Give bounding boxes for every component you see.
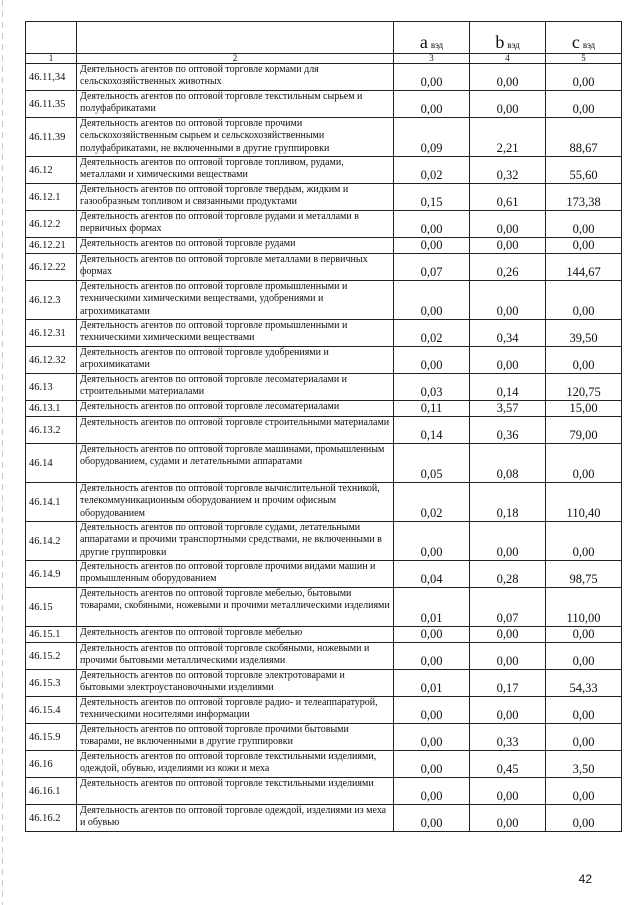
activity-description: Деятельность агентов по оптовой торговле прочими видами машин и промышленным оборудованием [77, 561, 394, 588]
table-row [26, 184, 622, 211]
table-row [26, 561, 622, 588]
table-row [26, 522, 622, 561]
column-number: 1 [26, 54, 77, 64]
activity-code: 46.12.22 [26, 254, 77, 281]
value-b: 0,00 [470, 522, 546, 561]
table-row [26, 254, 622, 281]
activity-code: 46.13.1 [26, 401, 77, 417]
activity-code: 46.15.2 [26, 643, 77, 670]
value-b: 0,17 [470, 670, 546, 697]
value-a: 0,00 [394, 64, 470, 91]
value-c: 0,00 [546, 778, 622, 805]
activity-description: Деятельность агентов по оптовой торговле лесоматериалами [77, 401, 394, 417]
value-c: 0,00 [546, 643, 622, 670]
value-c: 0,00 [546, 805, 622, 832]
value-b: 0,00 [470, 643, 546, 670]
column-number: 5 [546, 54, 622, 64]
table-row [26, 444, 622, 483]
table-row [26, 64, 622, 91]
header-a: a вэд [394, 22, 470, 54]
value-c: 110,40 [546, 483, 622, 522]
value-b: 0,34 [470, 320, 546, 347]
activity-description: Деятельность агентов по оптовой торговле топливом, рудами, металлами и химическими веществами [77, 157, 394, 184]
activity-description: Деятельность агентов по оптовой торговле машинами, промышленным оборудованием, судами и летательными аппаратами [77, 444, 394, 483]
activity-code: 46.16.1 [26, 778, 77, 805]
activity-code: 46.13.2 [26, 417, 77, 444]
value-c: 98,75 [546, 561, 622, 588]
value-b: 0,28 [470, 561, 546, 588]
value-b: 0,32 [470, 157, 546, 184]
value-a: 0,00 [394, 281, 470, 320]
activity-description: Деятельность агентов по оптовой торговле рудами и металлами в первичных формах [77, 211, 394, 238]
table-row [26, 627, 622, 643]
activity-code: 46.11.35 [26, 91, 77, 118]
value-b: 0,45 [470, 751, 546, 778]
activity-code: 46.14 [26, 444, 77, 483]
value-c: 3,50 [546, 751, 622, 778]
activity-code: 46.14.2 [26, 522, 77, 561]
activity-description: Деятельность агентов по оптовой торговле лесоматериалами и строительными материалами [77, 374, 394, 401]
table-row [26, 118, 622, 157]
activity-description: Деятельность агентов по оптовой торговле судами, летательными аппаратами и прочими транспортными средствами, не включенными в другие группировки [77, 522, 394, 561]
activity-description: Деятельность агентов по оптовой торговле рудами [77, 238, 394, 254]
activity-description: Деятельность агентов по оптовой торговле строительными материалами [77, 417, 394, 444]
header-row [26, 22, 622, 54]
value-a: 0,00 [394, 91, 470, 118]
table-row [26, 670, 622, 697]
table-row [26, 751, 622, 778]
value-c: 0,00 [546, 697, 622, 724]
activity-description: Деятельность агентов по оптовой торговле твердым, жидким и газообразным топливом и связанными продуктами [77, 184, 394, 211]
value-a: 0,00 [394, 627, 470, 643]
value-a: 0,00 [394, 778, 470, 805]
activity-description: Деятельность агентов по оптовой торговле скобяными, ножевыми и прочими бытовыми металлическими изделиями [77, 643, 394, 670]
table-row [26, 320, 622, 347]
table-row [26, 281, 622, 320]
column-number: 2 [77, 54, 394, 64]
activity-code: 46.15.4 [26, 697, 77, 724]
value-a: 0,05 [394, 444, 470, 483]
value-c: 110,00 [546, 588, 622, 627]
value-b: 0,00 [470, 238, 546, 254]
value-c: 0,00 [546, 211, 622, 238]
table-row [26, 211, 622, 238]
activity-description: Деятельность агентов по оптовой торговле текстильным сырьем и полуфабрикатами [77, 91, 394, 118]
activity-description: Деятельность агентов по оптовой торговле вычислительной техникой, телекоммуникационным оборудованием и прочим офисным оборудованием [77, 483, 394, 522]
value-b: 0,18 [470, 483, 546, 522]
table-row [26, 347, 622, 374]
activity-code: 46.11,34 [26, 64, 77, 91]
value-c: 0,00 [546, 64, 622, 91]
activity-code: 46.12.32 [26, 347, 77, 374]
table-row [26, 417, 622, 444]
value-b: 0,00 [470, 697, 546, 724]
value-b: 0,33 [470, 724, 546, 751]
activity-code: 46.12.31 [26, 320, 77, 347]
value-c: 0,00 [546, 522, 622, 561]
value-b: 0,00 [470, 281, 546, 320]
table-row [26, 805, 622, 832]
activity-description: Деятельность агентов по оптовой торговле электротоварами и бытовыми электроустановочными изделиями [77, 670, 394, 697]
value-a: 0,00 [394, 522, 470, 561]
value-c: 0,00 [546, 724, 622, 751]
activity-code: 46.13 [26, 374, 77, 401]
activity-code: 46.15.1 [26, 627, 77, 643]
value-c: 173,38 [546, 184, 622, 211]
activity-description: Деятельность агентов по оптовой торговле кормами для сельскохозяйственных животных [77, 64, 394, 91]
page-edge-dashes [2, 0, 3, 905]
value-a: 0,01 [394, 588, 470, 627]
value-a: 0,00 [394, 697, 470, 724]
value-a: 0,02 [394, 157, 470, 184]
value-a: 0,00 [394, 643, 470, 670]
header-b: b вэд [470, 22, 546, 54]
activity-description: Деятельность агентов по оптовой торговле радио- и телеаппаратурой, техническими носителями информации [77, 697, 394, 724]
value-a: 0,14 [394, 417, 470, 444]
value-b: 0,07 [470, 588, 546, 627]
value-b: 0,00 [470, 778, 546, 805]
value-b: 3,57 [470, 401, 546, 417]
value-c: 0,00 [546, 238, 622, 254]
activity-code: 46.14.1 [26, 483, 77, 522]
activity-code: 46.15.9 [26, 724, 77, 751]
table-row [26, 643, 622, 670]
activity-description: Деятельность агентов по оптовой торговле промышленными и техническими химическими веществами [77, 320, 394, 347]
value-b: 0,36 [470, 417, 546, 444]
value-b: 0,61 [470, 184, 546, 211]
activity-code: 46.12.3 [26, 281, 77, 320]
activity-code: 46.12 [26, 157, 77, 184]
value-b: 0,14 [470, 374, 546, 401]
value-b: 0,00 [470, 91, 546, 118]
activity-description: Деятельность агентов по оптовой торговле металлами в первичных формах [77, 254, 394, 281]
value-c: 0,00 [546, 91, 622, 118]
value-a: 0,00 [394, 805, 470, 832]
activity-description: Деятельность агентов по оптовой торговле текстильными изделиями [77, 778, 394, 805]
value-c: 0,00 [546, 627, 622, 643]
value-c: 120,75 [546, 374, 622, 401]
activity-description: Деятельность агентов по оптовой торговле промышленными и техническими химическими веществами, удобрениями и агрохимикатами [77, 281, 394, 320]
table-row [26, 588, 622, 627]
value-c: 88,67 [546, 118, 622, 157]
activity-description: Деятельность агентов по оптовой торговле текстильными изделиями, одеждой, обувью, изделиями из кожи и меха [77, 751, 394, 778]
activity-code: 46.12.2 [26, 211, 77, 238]
value-a: 0,00 [394, 724, 470, 751]
activity-description: Деятельность агентов по оптовой торговле прочими бытовыми товарами, не включенными в другие группировки [77, 724, 394, 751]
value-a: 0,09 [394, 118, 470, 157]
value-a: 0,00 [394, 211, 470, 238]
value-a: 0,07 [394, 254, 470, 281]
page-number: 42 [578, 872, 592, 886]
value-a: 0,00 [394, 347, 470, 374]
value-a: 0,02 [394, 483, 470, 522]
value-b: 0,00 [470, 347, 546, 374]
table-row [26, 238, 622, 254]
value-b: 0,00 [470, 64, 546, 91]
value-c: 15,00 [546, 401, 622, 417]
value-a: 0,11 [394, 401, 470, 417]
activity-code: 46.16 [26, 751, 77, 778]
activity-code: 46.11.39 [26, 118, 77, 157]
table-row [26, 697, 622, 724]
value-b: 0,08 [470, 444, 546, 483]
value-a: 0,03 [394, 374, 470, 401]
value-b: 0,00 [470, 805, 546, 832]
value-c: 79,00 [546, 417, 622, 444]
header-code [26, 22, 77, 54]
value-a: 0,00 [394, 751, 470, 778]
value-a: 0,00 [394, 238, 470, 254]
activity-description: Деятельность агентов по оптовой торговле одеждой, изделиями из меха и обувью [77, 805, 394, 832]
table-row [26, 91, 622, 118]
table-row [26, 374, 622, 401]
activity-code: 46.16.2 [26, 805, 77, 832]
value-a: 0,02 [394, 320, 470, 347]
table-row [26, 157, 622, 184]
value-b: 0,00 [470, 211, 546, 238]
activity-description: Деятельность агентов по оптовой торговле удобрениями и агрохимикатами [77, 347, 394, 374]
activity-description: Деятельность агентов по оптовой торговле мебелью [77, 627, 394, 643]
column-number-row [26, 54, 622, 64]
activity-table [25, 21, 622, 832]
value-a: 0,04 [394, 561, 470, 588]
table-row [26, 483, 622, 522]
value-c: 55,60 [546, 157, 622, 184]
activity-description: Деятельность агентов по оптовой торговле мебелью, бытовыми товарами, скобяными, ножевыми и прочими металлическими изделиями [77, 588, 394, 627]
value-b: 0,00 [470, 627, 546, 643]
activity-code: 46.15 [26, 588, 77, 627]
value-b: 2,21 [470, 118, 546, 157]
header-c: c вэд [546, 22, 622, 54]
activity-description: Деятельность агентов по оптовой торговле прочими сельскохозяйственным сырьем и сельскохозяйственными полуфабрикатами, не включенными в другие группировки [77, 118, 394, 157]
table-row [26, 724, 622, 751]
column-number: 3 [394, 54, 470, 64]
activity-code: 46.12.1 [26, 184, 77, 211]
value-a: 0,15 [394, 184, 470, 211]
value-c: 0,00 [546, 281, 622, 320]
value-c: 39,50 [546, 320, 622, 347]
table-row [26, 401, 622, 417]
value-c: 0,00 [546, 347, 622, 374]
value-c: 0,00 [546, 444, 622, 483]
column-number: 4 [470, 54, 546, 64]
activity-code: 46.12.21 [26, 238, 77, 254]
activity-code: 46.14.9 [26, 561, 77, 588]
header-desc [77, 22, 394, 54]
value-b: 0,26 [470, 254, 546, 281]
value-a: 0,01 [394, 670, 470, 697]
value-c: 144,67 [546, 254, 622, 281]
value-c: 54,33 [546, 670, 622, 697]
table-row [26, 778, 622, 805]
activity-code: 46.15.3 [26, 670, 77, 697]
